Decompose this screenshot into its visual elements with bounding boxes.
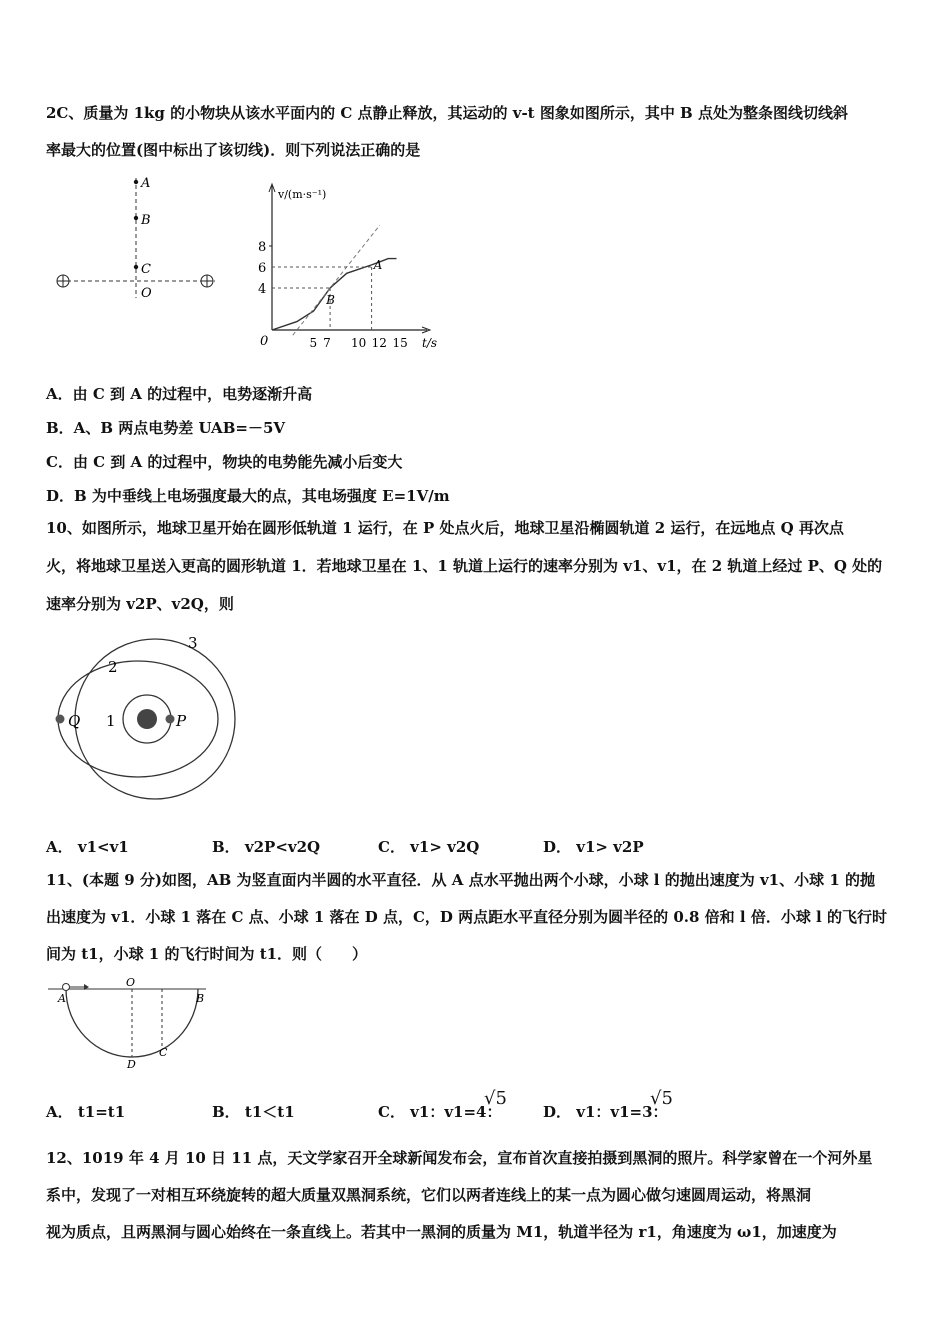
point-d-label: D (127, 1058, 136, 1071)
x-tick-label: 5 (309, 336, 318, 350)
point-label-B: B (326, 293, 335, 307)
q9-vt-chart (250, 180, 450, 350)
y-axis-label: v/(m·s⁻¹) (278, 188, 327, 201)
q12-line2: 系中，发现了一对相互环绕旋转的超大质量双黑洞系统，它们以两者连线上的某一点为圆心做匀速圆周运动，将黑洞 (46, 1186, 812, 1204)
point-label-A: A (373, 258, 383, 272)
q11-option-d[interactable] (543, 1101, 668, 1122)
point-b-label: B (141, 213, 151, 228)
q9-line1: 2C、质量为 1kg 的小物块从该水平面内的 C 点静止释放，其运动的 v-t 图象如图所示，其中 B 点处为整条图线切线斜 (46, 104, 848, 122)
q9-option-c[interactable]: C．由 C 到 A 的过程中，物块的电势能先减小后变大 (46, 453, 403, 471)
point-p-label: P (176, 712, 187, 730)
q11-semicircle-figure (46, 972, 216, 1072)
tangent-line (293, 225, 380, 335)
y-tick-label: 8 (258, 240, 267, 255)
q9-option-a[interactable]: A．由 C 到 A 的过程中，电势逐渐升高 (46, 385, 313, 403)
origin-label: 0 (260, 334, 269, 349)
right-charge-icon (201, 275, 213, 287)
q9-option-d[interactable]: D．B 为中垂线上电场强度最大的点，其电场强度 E=1V/m (46, 487, 450, 505)
q11-option-d-text: D． v1：v1=3： (543, 1103, 668, 1121)
orbit-3-label: 3 (188, 634, 198, 652)
q11-option-c-text: C． v1：v1=4： (378, 1103, 502, 1121)
q11-option-c[interactable] (378, 1101, 501, 1122)
orbit-2-label: 2 (108, 658, 118, 676)
point-q-label: Q (68, 712, 81, 730)
q10-option-c[interactable]: C． v1> v2Q (378, 838, 480, 856)
point-b-label: B (196, 992, 205, 1005)
q12-line1: 12、1019 年 4 月 10 日 11 点，天文学家召开全球新闻发布会，宣布首次直接拍摄到黑洞的照片。科学家曾在一个河外星 (46, 1149, 873, 1167)
q11-line2: 出速度为 v1．小球 1 落在 C 点、小球 1 落在 D 点，C，D 两点距水平直径分别为圆半径的 0.8 倍和 l 倍．小球 l 的飞行时 (46, 908, 887, 926)
q10-option-a[interactable]: A． v1<v1 (46, 838, 129, 856)
earth-icon (137, 709, 157, 729)
q10-option-d[interactable]: D． v1> v2P (543, 838, 644, 856)
point-o-label: O (141, 286, 152, 300)
x-axis-label: t/s (422, 336, 438, 350)
q12-line3: 视为质点，且两黑洞与圆心始终在一条直线上。若其中一黑洞的质量为 M1，轨道半径为 r1，角速度为 ω1，加速度为 (46, 1223, 837, 1241)
point-a-label: A (58, 992, 66, 1005)
q10-line3: 速率分别为 v2P、v2Q，则 (46, 595, 234, 613)
point-c-label: C (159, 1046, 168, 1059)
q11-line3: 间为 t1，小球 1 的飞行时间为 t1．则（ ） (46, 945, 368, 963)
x-tick-label: 7 (323, 336, 331, 350)
q9-line2: 率最大的位置(图中标出了该切线)．则下列说法正确的是 (46, 141, 421, 159)
point-a-label: A (141, 176, 151, 191)
y-tick-label: 6 (258, 261, 267, 276)
q11-option-a[interactable]: A． t1=t1 (46, 1103, 126, 1121)
left-charge-icon (57, 275, 69, 287)
q11-option-d-sqrt: √5 (650, 1088, 673, 1109)
q10-option-b[interactable]: B． v2P<v2Q (212, 838, 321, 856)
q11-line1: 11、(本题 9 分)如图，AB 为竖直面内半圆的水平直径．从 A 点水平抛出两个小球，小球 l 的抛出速度为 v1、小球 1 的抛 (46, 871, 875, 889)
orbit-1-label: 1 (106, 712, 116, 730)
q11-option-c-sqrt: √5 (484, 1088, 507, 1109)
q9-charges-figure (50, 170, 225, 300)
q9-option-b[interactable]: B．A、B 两点电势差 UAB=－5V (46, 419, 286, 437)
y-tick-label: 4 (258, 282, 267, 297)
q11-option-b[interactable]: B． t1＜t1 (212, 1103, 295, 1121)
q10-line2: 火，将地球卫星送入更高的圆形轨道 1．若地球卫星在 1、1 轨道上运行的速率分别为 v1、v1，在 2 轨道上经过 P、Q 处的 (46, 557, 883, 575)
x-tick-label: 15 (392, 336, 408, 350)
x-tick-label: 10 (351, 336, 367, 350)
q10-orbit-figure (48, 632, 248, 822)
q10-line1: 10、如图所示，地球卫星开始在圆形低轨道 1 运行，在 P 处点火后，地球卫星沿椭圆轨道 2 运行，在远地点 Q 再次点 (46, 519, 844, 537)
point-c-label: C (141, 262, 151, 277)
x-tick-label: 12 (371, 336, 387, 350)
point-o-label: O (126, 976, 136, 989)
